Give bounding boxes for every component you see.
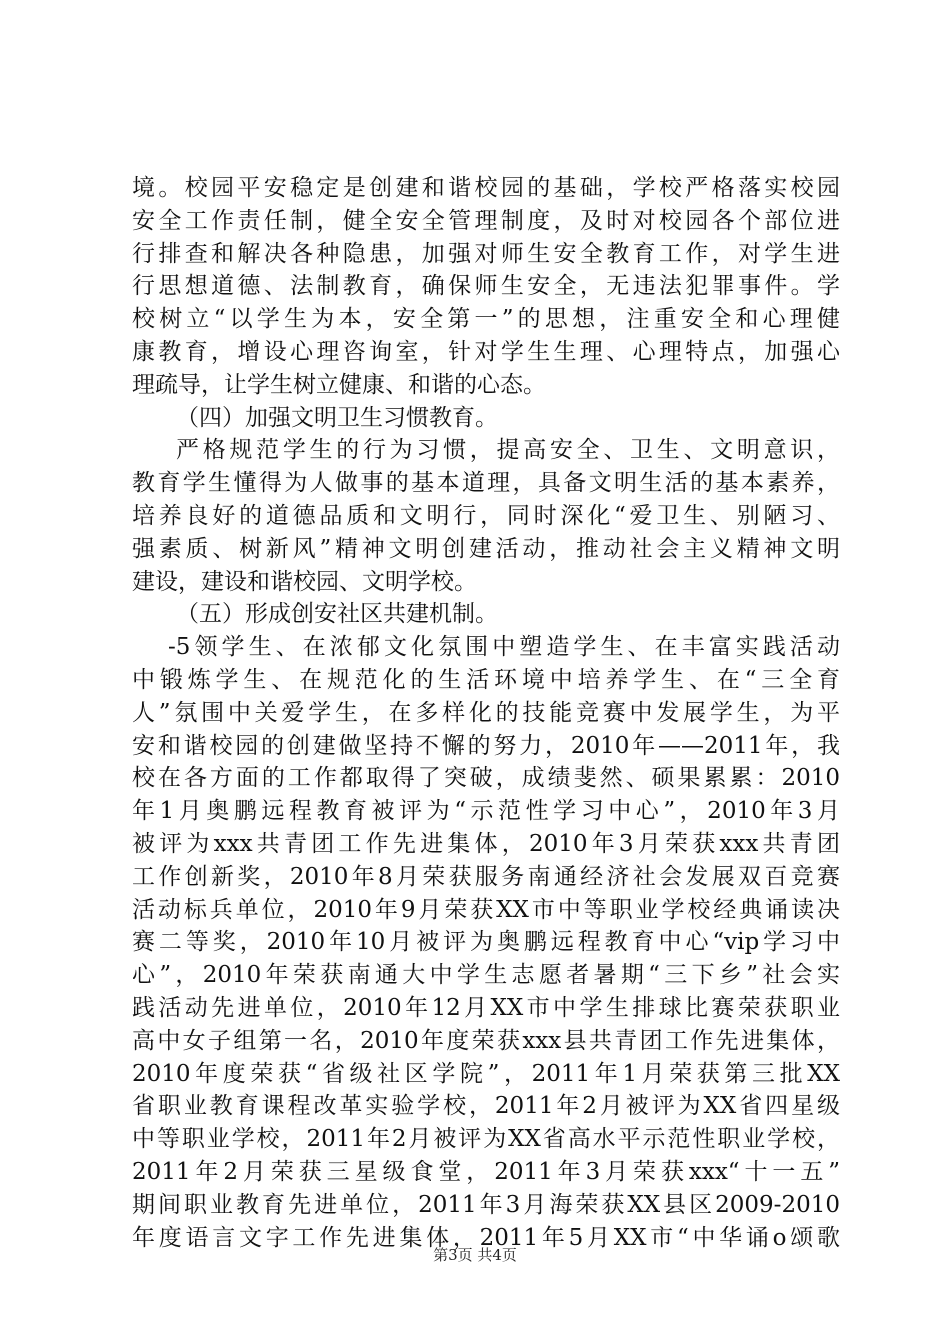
text-line: 培养良好的道德品质和文明行，同时深化“爱卫生、别陋习、: [132, 502, 840, 529]
text-line: 高中女子组第一名，2010年度荣获xxx县共青团工作先进集体，: [132, 1027, 840, 1054]
text-line: 境。校园平安稳定是创建和谐校园的基础，学校严格落实校园: [132, 175, 840, 201]
text-line: 赛二等奖，2010年10月被评为奥鹏远程教育中心“vip学习中: [132, 929, 840, 956]
text-line: 年度语言文字工作先进集体，2011年5月XX市“中华诵o颂歌: [132, 1224, 840, 1251]
text-line: 强素质、树新风”精神文明创建活动，推动社会主义精神文明: [132, 535, 840, 562]
text-line: 人”氛围中关爱学生，在多样化的技能竞赛中发展学生，为平: [132, 699, 840, 726]
section-heading: （五）形成创安社区共建机制。: [176, 601, 498, 628]
text-line: 活动标兵单位，2010年9月荣获XX市中等职业学校经典诵读决: [132, 896, 840, 923]
body-text: [132, 172, 840, 1254]
text-line: 践活动先进单位，2010年12月XX市中学生排球比赛荣获职业: [132, 994, 840, 1021]
text-line: 中锻炼学生、在规范化的生活环境中培养学生、在“三全育: [132, 666, 840, 693]
text-line: -5领学生、在浓郁文化氛围中塑造学生、在丰富实践活动: [168, 634, 840, 661]
text-line: 行思想道德、法制教育，确保师生安全，无违法犯罪事件。学: [132, 273, 840, 300]
text-line: 2011年2月荣获三星级食堂，2011年3月荣获xxx“十一五”: [132, 1158, 840, 1185]
text-line: 行排查和解决各种隐患，加强对师生安全教育工作，对学生进: [132, 240, 840, 267]
text-line: 期间职业教育先进单位，2011年3月海荣获XX县区2009-2010: [132, 1191, 840, 1218]
text-line: 中等职业学校，2011年2月被评为XX省高水平示范性职业学校，: [132, 1126, 840, 1153]
text-line: 校树立“以学生为本，安全第一”的思想，注重安全和心理健: [132, 306, 840, 333]
text-line: 校在各方面的工作都取得了突破，成绩斐然、硕果累累：2010: [132, 765, 840, 792]
text-line: 工作创新奖，2010年8月荣获服务南通经济社会发展双百竞赛: [132, 863, 840, 890]
text-line: 理疏导，让学生树立健康、和谐的心态。: [132, 371, 546, 398]
text-line: 省职业教育课程改革实验学校，2011年2月被评为XX省四星级: [132, 1093, 840, 1120]
section-heading: （四）加强文明卫生习惯教育。: [176, 404, 498, 431]
text-line: 康教育，增设心理咨询室，针对学生生理、心理特点，加强心: [132, 338, 840, 365]
text-line: 2010年度荣获“省级社区学院”，2011年1月荣获第三批XX: [132, 1060, 840, 1087]
text-line: 年1月奥鹏远程教育被评为“示范性学习中心”，2010年3月: [132, 798, 840, 825]
text-line: 严格规范学生的行为习惯，提高安全、卫生、文明意识，: [176, 437, 840, 464]
text-line: 教育学生懂得为人做事的基本道理，具备文明生活的基本素养，: [132, 470, 840, 497]
text-line: 建设，建设和谐校园、文明学校。: [132, 568, 477, 595]
page-number-footer: 第3页 共4页: [433, 1246, 517, 1264]
text-line: 被评为xxx共青团工作先进集体，2010年3月荣获xxx共青团: [132, 830, 840, 857]
text-line: 安全工作责任制，健全安全管理制度，及时对校园各个部位进: [132, 207, 840, 234]
text-line: 心”，2010年荣获南通大中学生志愿者暑期“三下乡”社会实: [132, 962, 840, 989]
text-line: 安和谐校园的创建做坚持不懈的努力，2010年——2011年，我: [132, 732, 840, 759]
